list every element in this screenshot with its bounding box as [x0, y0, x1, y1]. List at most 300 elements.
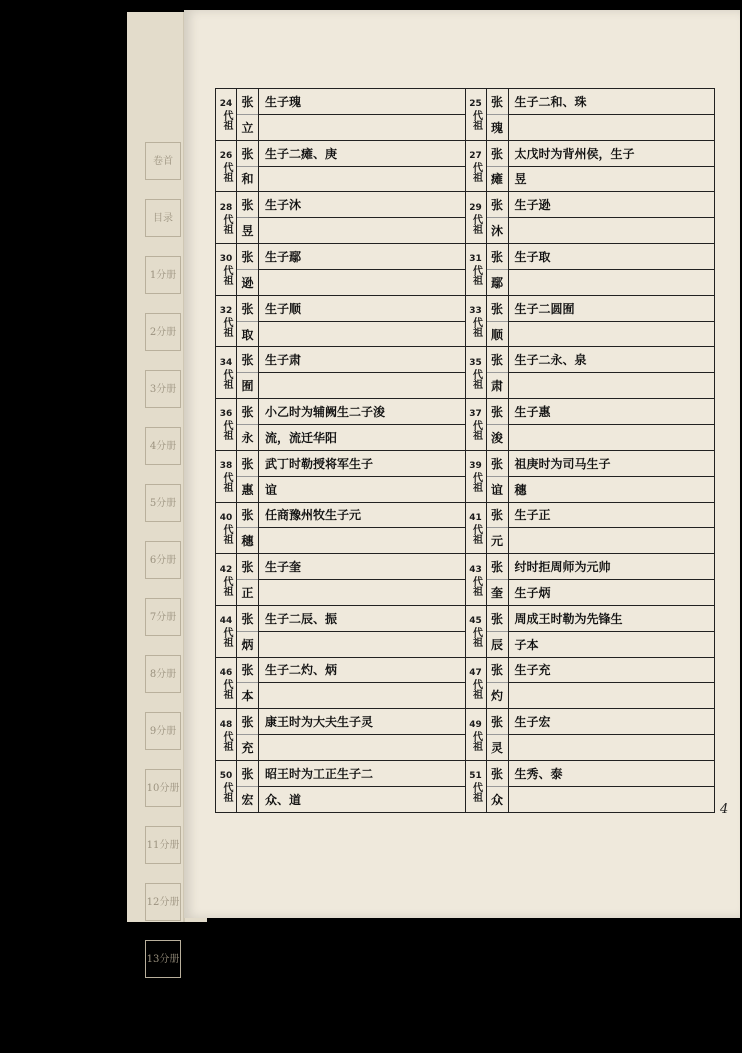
table-row [216, 503, 714, 555]
surname: 张 [241, 405, 254, 420]
given-name: 谊 [487, 476, 508, 502]
description-line-1: 生子二辰、振 [265, 611, 338, 626]
given-name: 本 [237, 682, 258, 708]
description-line-2 [259, 734, 465, 760]
given-name: 逊 [237, 269, 258, 295]
description-cell [259, 89, 465, 140]
surname: 张 [241, 456, 254, 471]
ancestor-entry [465, 89, 715, 140]
generation-label: 代祖 [221, 110, 232, 131]
generation-number: 49 [469, 719, 482, 730]
generation-number: 28 [219, 202, 233, 213]
surname: 张 [490, 560, 503, 575]
volume-tab: 11分册 [145, 826, 181, 864]
ancestor-entry [465, 296, 715, 347]
generation-label: 代祖 [470, 368, 482, 389]
description-line-2: 众、道 [259, 786, 465, 812]
given-name: 众 [487, 786, 508, 812]
generation-cell [466, 399, 487, 450]
surname: 张 [241, 94, 254, 109]
generation-label: 代祖 [470, 730, 482, 751]
name-cell [487, 296, 509, 347]
description-cell [259, 451, 465, 502]
generation-cell [216, 141, 237, 192]
ancestor-entry [216, 192, 465, 243]
generation-cell [216, 658, 237, 709]
generation-label: 代祖 [221, 265, 232, 286]
surname: 张 [490, 301, 503, 316]
name-cell [487, 347, 509, 398]
surname: 张 [490, 146, 503, 161]
description-line-2 [509, 114, 715, 140]
ancestor-entry [465, 554, 715, 605]
generation-number: 35 [469, 357, 482, 368]
generation-cell [216, 192, 237, 243]
description-cell [259, 192, 465, 243]
surname: 张 [241, 146, 254, 161]
generation-label: 代祖 [221, 523, 232, 544]
description-line-1: 生子取 [514, 249, 551, 264]
description-line-2: 穗 [509, 476, 715, 502]
given-name: 炳 [237, 631, 258, 657]
generation-number: 26 [219, 151, 233, 162]
name-cell [487, 761, 509, 812]
ancestor-entry [216, 141, 465, 192]
generation-label: 代祖 [221, 317, 232, 338]
ancestor-entry [216, 347, 465, 398]
name-cell [237, 347, 259, 398]
surname: 张 [241, 353, 254, 368]
description-cell [259, 244, 465, 295]
generation-number: 47 [469, 667, 482, 678]
ancestor-entry [465, 244, 715, 295]
generation-label: 代祖 [221, 368, 232, 389]
description-line-1: 生子二瘫、庚 [265, 146, 338, 161]
generation-number: 45 [469, 616, 482, 627]
name-cell [487, 141, 509, 192]
description-line-2 [259, 372, 465, 398]
generation-cell [216, 451, 237, 502]
surname: 张 [490, 766, 503, 781]
surname: 张 [490, 249, 503, 264]
generation-cell [216, 89, 237, 140]
description-cell [509, 89, 715, 140]
name-cell [237, 554, 259, 605]
surname: 张 [490, 715, 503, 730]
description-line-1: 生秀、泰 [514, 766, 563, 781]
description-line-1: 生子惠 [514, 405, 551, 420]
generation-label: 代祖 [470, 162, 482, 183]
name-cell [487, 709, 509, 760]
description-line-2 [509, 682, 715, 708]
table-row [216, 554, 714, 606]
generation-number: 38 [219, 461, 233, 472]
generation-cell [466, 296, 487, 347]
description-line-2: 子本 [509, 631, 715, 657]
generation-label: 代祖 [221, 575, 232, 596]
generation-cell [466, 658, 487, 709]
description-cell [509, 192, 715, 243]
description-line-2 [259, 166, 465, 192]
name-cell [487, 554, 509, 605]
table-row [216, 89, 714, 141]
description-line-1: 小乙时为辅阙生二子浚 [265, 405, 386, 420]
generation-cell [466, 89, 487, 140]
table-row [216, 347, 714, 399]
description-line-2 [509, 424, 715, 450]
generation-label: 代祖 [221, 213, 232, 234]
surname: 张 [241, 663, 254, 678]
ancestor-entry [465, 399, 715, 450]
generation-cell [216, 296, 237, 347]
given-name: 奎 [487, 579, 508, 605]
volume-tab: 13分册 [145, 940, 181, 978]
table-row [216, 244, 714, 296]
generation-label: 代祖 [470, 420, 482, 441]
description-line-2 [259, 269, 465, 295]
surname: 张 [490, 611, 503, 626]
description-cell [509, 709, 715, 760]
name-cell [487, 503, 509, 554]
name-cell [237, 709, 259, 760]
description-cell [509, 761, 715, 812]
table-row [216, 606, 714, 658]
description-line-1: 祖庚时为司马生子 [514, 456, 611, 471]
description-line-1: 纣时拒周师为元帅 [514, 560, 611, 575]
given-name: 灼 [487, 682, 508, 708]
surname: 张 [241, 611, 254, 626]
surname: 张 [241, 301, 254, 316]
generation-number: 30 [219, 254, 233, 265]
description-cell [259, 399, 465, 450]
generation-number: 36 [219, 409, 233, 420]
given-name: 瘫 [487, 166, 508, 192]
name-cell [237, 141, 259, 192]
surname: 张 [490, 198, 503, 213]
surname: 张 [490, 456, 503, 471]
ancestor-entry [465, 761, 715, 812]
name-cell [237, 761, 259, 812]
description-cell [259, 658, 465, 709]
surname: 张 [241, 508, 254, 523]
description-cell [509, 451, 715, 502]
generation-label: 代祖 [221, 627, 232, 648]
description-line-1: 生子顺 [265, 301, 302, 316]
table-row [216, 761, 714, 813]
given-name: 浚 [487, 424, 508, 450]
name-cell [237, 296, 259, 347]
given-name: 元 [487, 527, 508, 553]
given-name: 永 [237, 424, 258, 450]
generation-number: 42 [219, 564, 233, 575]
description-line-1: 康王时为大夫生子灵 [265, 715, 374, 730]
ancestor-entry [465, 606, 715, 657]
volume-tab: 5分册 [145, 484, 181, 522]
given-name: 顺 [487, 321, 508, 347]
generation-number: 50 [219, 771, 233, 782]
generation-label: 代祖 [470, 782, 482, 803]
description-line-1: 生子逊 [514, 198, 551, 213]
genealogy-table [215, 88, 715, 813]
description-cell [259, 761, 465, 812]
generation-cell [466, 451, 487, 502]
generation-number: 33 [469, 306, 482, 317]
ancestor-entry [216, 503, 465, 554]
table-row [216, 192, 714, 244]
generation-cell [466, 761, 487, 812]
generation-label: 代祖 [470, 213, 482, 234]
name-cell [237, 89, 259, 140]
description-cell [259, 503, 465, 554]
given-name: 穗 [237, 527, 258, 553]
ancestor-entry [465, 141, 715, 192]
description-cell [259, 709, 465, 760]
name-cell [237, 192, 259, 243]
generation-cell [466, 606, 487, 657]
generation-label: 代祖 [470, 523, 482, 544]
surname: 张 [241, 198, 254, 213]
ancestor-entry [465, 658, 715, 709]
generation-number: 32 [219, 306, 233, 317]
volume-tab: 目录 [145, 199, 181, 237]
generation-cell [216, 554, 237, 605]
description-line-2 [259, 579, 465, 605]
name-cell [487, 192, 509, 243]
generation-cell [216, 709, 237, 760]
given-name: 立 [237, 114, 258, 140]
name-cell [237, 399, 259, 450]
description-line-1: 生子二圆囿 [514, 301, 575, 316]
surname: 张 [490, 353, 503, 368]
description-line-2 [259, 321, 465, 347]
given-name: 昱 [237, 217, 258, 243]
description-line-1: 生子鄢 [265, 249, 302, 264]
volume-tab: 12分册 [145, 883, 181, 921]
description-cell [259, 296, 465, 347]
generation-label: 代祖 [470, 678, 482, 699]
name-cell [487, 451, 509, 502]
table-row [216, 658, 714, 710]
description-line-2 [509, 786, 715, 812]
description-cell [259, 347, 465, 398]
table-row [216, 451, 714, 503]
generation-label: 代祖 [470, 627, 482, 648]
description-line-2: 谊 [259, 476, 465, 502]
volume-tab: 4分册 [145, 427, 181, 465]
ancestor-entry [465, 709, 715, 760]
description-line-1: 生子二和、珠 [514, 94, 587, 109]
name-cell [237, 658, 259, 709]
description-line-1: 生子沐 [265, 198, 302, 213]
surname: 张 [241, 766, 254, 781]
description-cell [509, 141, 715, 192]
ancestor-entry [465, 503, 715, 554]
volume-tab: 2分册 [145, 313, 181, 351]
description-line-1: 生子宏 [514, 715, 551, 730]
generation-number: 48 [219, 719, 233, 730]
volume-tab: 10分册 [145, 769, 181, 807]
given-name: 充 [237, 734, 258, 760]
generation-number: 25 [469, 99, 482, 110]
ancestor-entry [216, 761, 465, 812]
description-cell [509, 244, 715, 295]
given-name: 辰 [487, 631, 508, 657]
description-line-2 [259, 114, 465, 140]
generation-cell [466, 503, 487, 554]
page-number: 4 [720, 802, 729, 817]
description-line-2 [509, 217, 715, 243]
given-name: 正 [237, 579, 258, 605]
table-row [216, 141, 714, 193]
description-line-1: 生子二永、泉 [514, 353, 587, 368]
description-line-2 [509, 372, 715, 398]
surname: 张 [490, 663, 503, 678]
description-line-1: 生子瑰 [265, 94, 302, 109]
name-cell [237, 606, 259, 657]
name-cell [487, 399, 509, 450]
description-line-2 [509, 269, 715, 295]
description-line-2 [259, 682, 465, 708]
generation-cell [216, 503, 237, 554]
generation-cell [216, 347, 237, 398]
given-name: 宏 [237, 786, 258, 812]
generation-label: 代祖 [470, 575, 482, 596]
description-cell [509, 399, 715, 450]
ancestor-entry [216, 709, 465, 760]
generation-cell [216, 761, 237, 812]
given-name: 沐 [487, 217, 508, 243]
generation-number: 31 [469, 254, 482, 265]
description-line-2: 生子炳 [509, 579, 715, 605]
volume-tab: 3分册 [145, 370, 181, 408]
description-cell [509, 606, 715, 657]
description-line-1: 生子二灼、炳 [265, 663, 338, 678]
description-line-1: 生子奎 [265, 560, 302, 575]
description-line-2 [509, 321, 715, 347]
ancestor-entry [465, 347, 715, 398]
table-row [216, 399, 714, 451]
description-cell [509, 554, 715, 605]
generation-number: 34 [219, 357, 233, 368]
ancestor-entry [465, 451, 715, 502]
generation-cell [466, 244, 487, 295]
name-cell [487, 244, 509, 295]
generation-number: 51 [469, 771, 482, 782]
ancestor-entry [465, 192, 715, 243]
generation-number: 27 [469, 151, 482, 162]
surname: 张 [490, 508, 503, 523]
generation-cell [466, 192, 487, 243]
description-cell [259, 554, 465, 605]
volume-tab: 卷首 [145, 142, 181, 180]
description-line-1: 生子充 [514, 663, 551, 678]
generation-cell [466, 554, 487, 605]
description-cell [509, 503, 715, 554]
description-line-2: 流，流迁华阳 [259, 424, 465, 450]
ancestor-entry [216, 606, 465, 657]
generation-number: 46 [219, 667, 233, 678]
surname: 张 [490, 405, 503, 420]
name-cell [237, 451, 259, 502]
ancestor-entry [216, 244, 465, 295]
generation-label: 代祖 [470, 110, 482, 131]
volume-tab: 1分册 [145, 256, 181, 294]
description-line-1: 周成王时勒为先锋生 [514, 611, 623, 626]
given-name: 鄢 [487, 269, 508, 295]
volume-tab: 9分册 [145, 712, 181, 750]
generation-number: 40 [219, 512, 233, 523]
generation-number: 43 [469, 564, 482, 575]
given-name: 囿 [237, 372, 258, 398]
generation-number: 41 [469, 512, 482, 523]
description-line-2 [259, 527, 465, 553]
volume-tab: 6分册 [145, 541, 181, 579]
description-cell [259, 606, 465, 657]
generation-cell [216, 244, 237, 295]
name-cell [237, 244, 259, 295]
generation-number: 39 [469, 461, 482, 472]
generation-number: 29 [469, 202, 482, 213]
description-cell [509, 347, 715, 398]
generation-label: 代祖 [470, 317, 482, 338]
table-row [216, 296, 714, 348]
generation-label: 代祖 [221, 420, 232, 441]
given-name: 灵 [487, 734, 508, 760]
name-cell [487, 89, 509, 140]
generation-label: 代祖 [470, 472, 482, 493]
surname: 张 [241, 249, 254, 264]
generation-number: 24 [219, 99, 233, 110]
generation-cell [466, 347, 487, 398]
table-row [216, 709, 714, 761]
description-line-1: 任商豫州牧生子元 [265, 508, 362, 523]
given-name: 瑰 [487, 114, 508, 140]
description-line-1: 生子肃 [265, 353, 302, 368]
description-line-1: 生子正 [514, 508, 551, 523]
description-cell [509, 658, 715, 709]
description-line-2: 昱 [509, 166, 715, 192]
surname: 张 [241, 560, 254, 575]
description-line-1: 昭王时为工正生子二 [265, 766, 374, 781]
ancestor-entry [216, 658, 465, 709]
generation-number: 44 [219, 616, 233, 627]
description-line-2 [509, 734, 715, 760]
generation-number: 37 [469, 409, 482, 420]
generation-cell [466, 141, 487, 192]
given-name: 和 [237, 166, 258, 192]
name-cell [237, 503, 259, 554]
given-name: 取 [237, 321, 258, 347]
description-line-2 [259, 217, 465, 243]
description-cell [259, 141, 465, 192]
description-line-2 [259, 631, 465, 657]
name-cell [487, 606, 509, 657]
ancestor-entry [216, 89, 465, 140]
volume-tab: 7分册 [145, 598, 181, 636]
description-line-1: 太戊时为背州侯，生子 [514, 146, 635, 161]
surname: 张 [241, 715, 254, 730]
generation-label: 代祖 [221, 472, 232, 493]
volume-tab: 8分册 [145, 655, 181, 693]
generation-label: 代祖 [470, 265, 482, 286]
ancestor-entry [216, 399, 465, 450]
ancestor-entry [216, 296, 465, 347]
generation-label: 代祖 [221, 162, 232, 183]
ancestor-entry [216, 451, 465, 502]
generation-cell [216, 606, 237, 657]
given-name: 惠 [237, 476, 258, 502]
generation-label: 代祖 [221, 782, 232, 803]
